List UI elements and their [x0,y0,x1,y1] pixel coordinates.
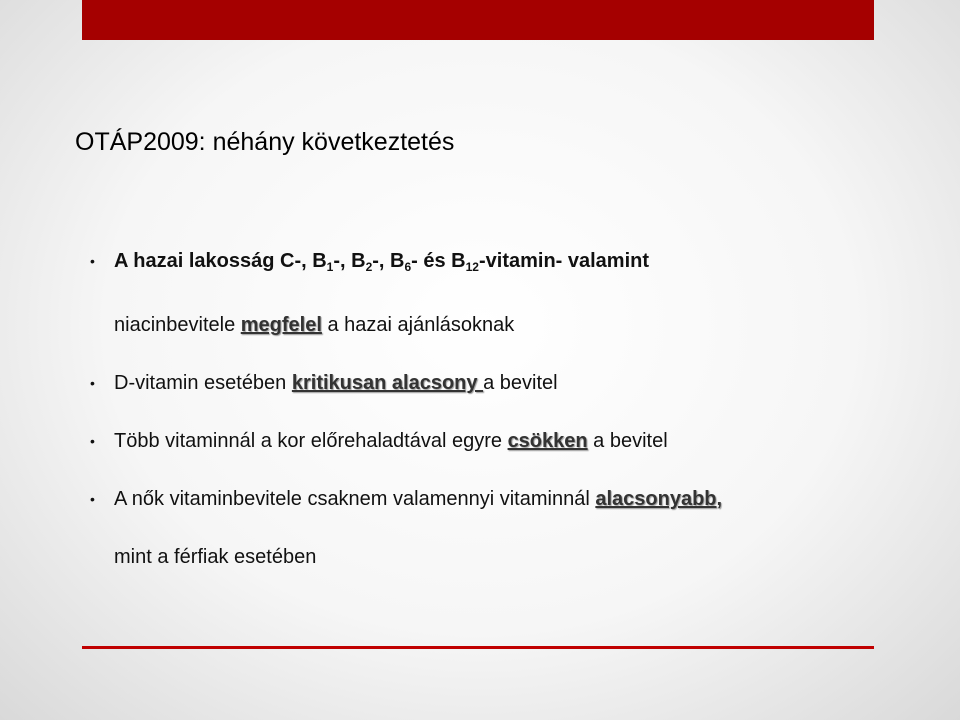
bullet-dot: • [90,433,95,449]
highlight-csokken: csökken [507,430,588,452]
text-segment: a bevitel [587,430,668,452]
subscript: 12 [465,260,479,274]
text-segment: -, B [333,250,366,272]
text-segment: a hazai ajánlásoknak [321,314,515,336]
bullet-dot: • [90,375,95,391]
bottom-accent-line [82,646,874,649]
subscript: 1 [326,260,334,274]
bullet-4-line-2: mint a férfiak esetében [114,546,317,568]
text-segment: A nők vitaminbevitele csaknem valamennyi vitaminnál [114,488,596,510]
bullet-1-line-1 [114,232,910,296]
top-accent-bar [82,0,874,40]
bullet-age-decrease [90,412,910,470]
highlight-alacsonyabb: alacsonyabb, [595,488,723,510]
bullet-dot: • [90,491,95,507]
bullet-list [90,232,910,586]
slide-title: OTÁP2009: néhány következtetés [75,128,455,156]
bullet-vitamins-adequate [90,232,910,354]
text-segment: Több vitaminnál a kor előrehaladtával egyre [114,430,508,452]
highlight-kritikusan-alacsony: kritikusan alacsony [291,372,484,394]
text-segment: a bevitel [483,372,558,394]
bullet-women-lower [90,470,910,586]
text-segment: - és B [411,250,466,272]
text-segment: niacinbevitele [114,314,241,336]
text-segment: -, B [372,250,405,272]
bullet-dot: • [90,253,95,269]
bullet-4-line-1 [114,470,910,528]
highlight-megfelel: megfelel [240,314,322,336]
subscript: 2 [365,260,373,274]
subscript: 6 [404,260,412,274]
text-segment: -vitamin- valamint [478,250,650,272]
text-segment: D-vitamin esetében [114,372,292,394]
bullet-vitamin-d [90,354,910,412]
text-segment: A hazai lakosság C-, B [114,250,327,272]
bullet-1-line-2 [114,296,910,354]
